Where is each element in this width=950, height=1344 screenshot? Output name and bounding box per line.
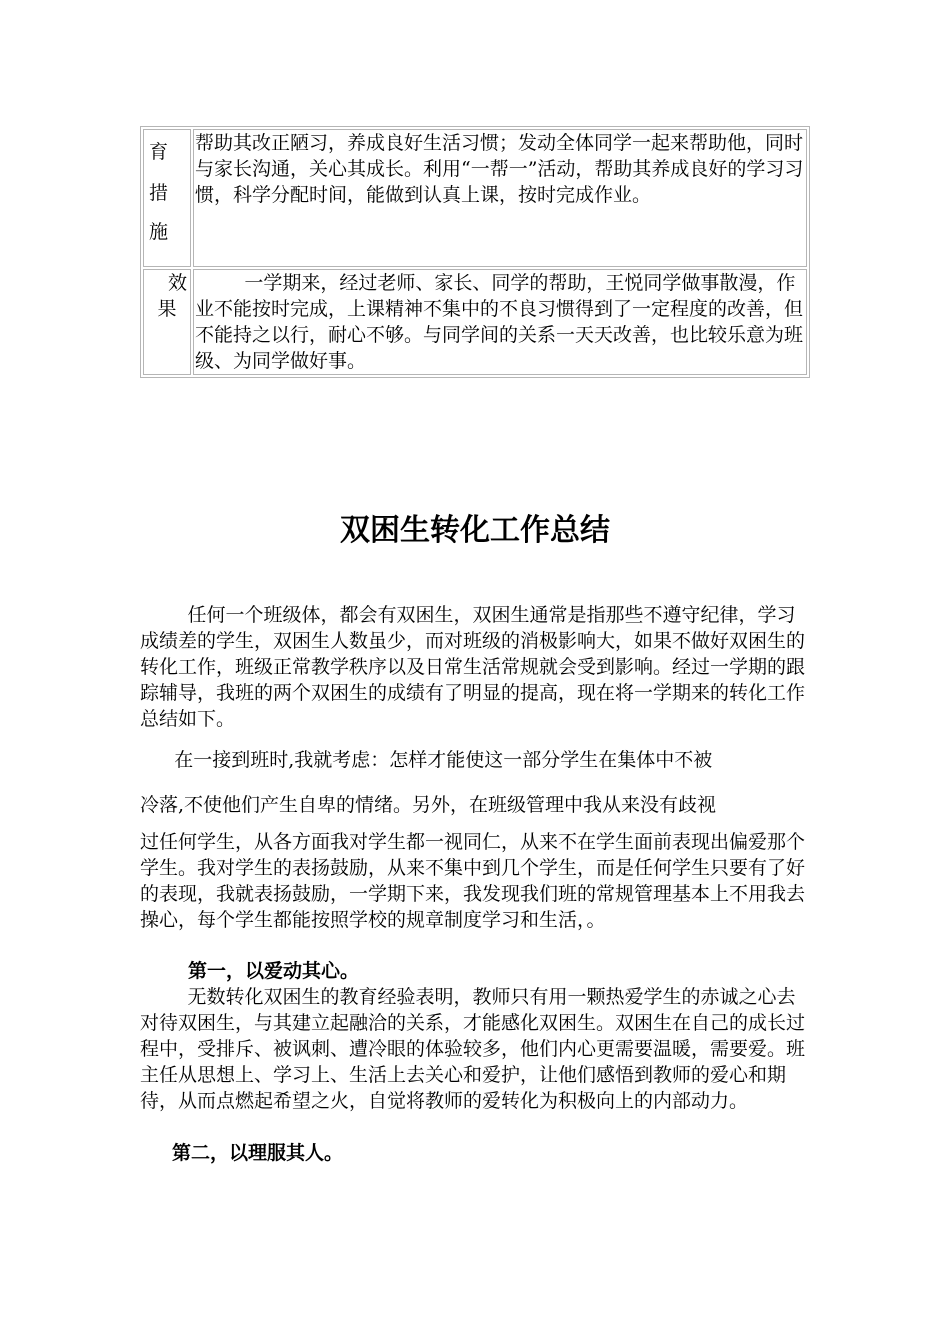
row-label-effect [143,269,191,375]
table-row [143,129,807,267]
table-row [143,269,807,375]
paragraph-text: 任何一个班级体，都会有双困生，双困生通常是指那些不遵守纪律，学习成绩差的学生，双困生人数虽少，而对班级的消极影响大，如果不做好双困生的转化工作，班级正常教学秩序以及日常生活常规就会受到影响。经过一学期的跟踪辅导，我班的两个双困生的成绩有了明显的提高，现在将一学期来的转化工作总结如下。 [140,604,806,730]
label-char: 施 [149,221,169,243]
label-char: 效 [167,272,187,294]
effect-content: 一学期来，经过老师、家长、同学的帮助，王悦同学做事散漫，作业不能按时完成，上课精神不集中的不良习惯得到了一定程度的改善，但不能持之以行，耐心不够。与同学间的关系一天天改善，也比较乐意为班级、为同学做好事。 [193,269,807,375]
page-title: 双困生转化工作总结 [340,513,610,548]
measures-content: 帮助其改正陋习，养成良好生活习惯；发动全体同学一起来帮助他，同时与家长沟通，关心其成长。利用“一帮一”活动，帮助其养成良好的学习习惯，科学分配时间，能做到认真上课，按时完成作业。 [193,129,807,267]
paragraph-text: 过任何学生，从各方面我对学生都一视同仁，从来不在学生面前表现出偏爱那个学生。我对学生的表扬鼓励，从来不集中到几个学生，而是任何学生只要有了好的表现，我就表扬鼓励，一学期下来，我发现我们班的常规管理基本上不用我去操心，每个学生都能按照学校的规章制度学习和生活，。 [140,831,806,931]
section-heading-2: 第二，以理服其人。 [172,1142,344,1164]
intro-paragraph [140,602,808,732]
row-label-measures [143,129,191,267]
paragraph-text: 无数转化双困生的教育经验表明，教师只有用一颗热爱学生的赤诚之心去对待双困生，与其建立起融洽的关系，才能感化双困生。双困生在自己的成长过程中，受排斥、被讽刺、遭冷眼的体验较多，他们内心更需要温暖，需要爱。班主任从思想上、学习上、生活上去关心和爱护，让他们感悟到教师的爱心和期待，从而点燃起希望之火，自觉将教师的爱转化为积极向上的内部动力。 [140,986,806,1112]
paragraph-line: 冷落,不使他们产生自卑的情绪。另外，在班级管理中我从来没有歧视 [140,794,717,816]
label-char: 措 [149,182,169,204]
record-table [140,126,810,378]
section-heading-1: 第一，以爱动其心。 [188,960,360,982]
paragraph-3 [140,984,808,1114]
label-char: 果 [157,298,177,320]
paragraph-2-opening [140,738,808,828]
paragraph-line: 在一接到班时,我就考虑：怎样才能使这一部分学生在集体中不被 [174,749,713,771]
paragraph-2-rest [140,829,808,933]
label-char: 育 [149,141,169,163]
